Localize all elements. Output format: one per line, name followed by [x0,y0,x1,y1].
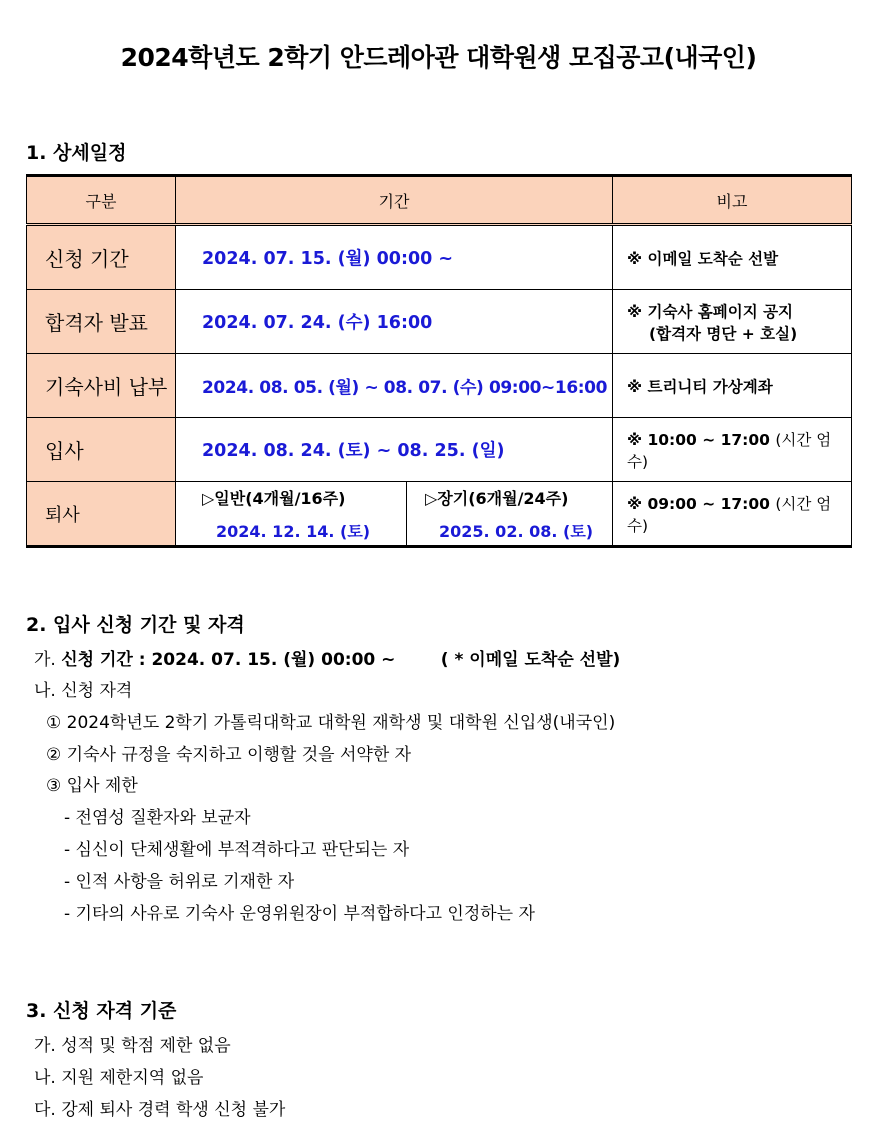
row-label: 합격자 발표 [27,290,176,354]
section-2-heading: 2. 입사 신청 기간 및 자격 [26,614,245,636]
row-label: 기숙사비 납부 [27,354,176,418]
checkout-general-title: ▷일반(4개월/16주) [202,489,346,508]
application-period-line [34,645,620,670]
note-strict: (시간 엄수) [627,494,832,535]
checkout-long-cell [407,482,613,547]
row-note: ※ 트리니티 가상계좌 [613,354,852,418]
table-row [27,482,852,547]
list-item: 가. 성적 및 학점 제한 없음 [34,1036,231,1056]
list-item: ① 2024학년도 2학기 가톨릭대학교 대학원 재학생 및 대학원 신입생(내국인) [46,713,616,733]
row-label: 입사 [27,418,176,482]
row-label: 퇴사 [27,482,176,547]
row-date: 2024. 08. 05. (월) ~ 08. 07. (수) 09:00~16:00 [176,354,613,418]
note-line: (합격자 명단 + 호실) [649,324,798,343]
row-date: 2024. 08. 24. (토) ~ 08. 25. (일) [176,418,613,482]
row-label: 신청 기간 [27,225,176,290]
eligibility-heading: 나. 신청 자격 [34,681,133,701]
list-item: - 인적 사항을 허위로 기재한 자 [64,872,295,892]
row-note [613,290,852,354]
header-category: 구분 [27,176,176,225]
row-note: ※ 이메일 도착순 선발 [613,225,852,290]
checkout-long-date: 2025. 02. 08. (토) [439,522,594,541]
row-date: 2024. 07. 15. (월) 00:00 ~ [176,225,613,290]
section-3-heading: 3. 신청 자격 기준 [26,1000,177,1022]
checkout-general-date: 2024. 12. 14. (토) [216,522,371,541]
note-strict: (시간 엄수) [627,430,832,471]
application-note: ( * 이메일 도착순 선발) [440,650,621,670]
row-date: 2024. 07. 24. (수) 16:00 [176,290,613,354]
note-time: ※ 10:00 ~ 17:00 [627,430,770,449]
table-row [27,225,852,290]
list-item: ③ 입사 제한 [46,776,138,796]
list-prefix: 가. [34,650,56,670]
list-item: - 전염성 질환자와 보균자 [64,808,251,828]
checkout-long-title: ▷장기(6개월/24주) [425,489,569,508]
row-note [613,418,852,482]
section-1-heading: 1. 상세일정 [26,142,127,164]
list-item: 나. 지원 제한지역 없음 [34,1068,204,1088]
application-period: 신청 기간 : 2024. 07. 15. (월) 00:00 ~ [61,650,396,670]
note-time: ※ 09:00 ~ 17:00 [627,494,770,513]
page-title: 2024학년도 2학기 안드레아관 대학원생 모집공고(내국인) [120,43,757,72]
table-row [27,290,852,354]
schedule-table [26,174,852,548]
table-row [27,418,852,482]
row-note [613,482,852,547]
checkout-general-cell [176,482,407,547]
list-item: ② 기숙사 규정을 숙지하고 이행할 것을 서약한 자 [46,745,412,765]
list-item: - 기타의 사유로 기숙사 운영위원장이 부적합하다고 인정하는 자 [64,904,535,924]
note-line: ※ 기숙사 홈페이지 공지 [627,302,794,321]
list-item: - 심신이 단체생활에 부적격하다고 판단되는 자 [64,840,410,860]
header-remarks: 비고 [613,176,852,225]
table-row [27,354,852,418]
table-header-row [27,176,852,225]
header-period: 기간 [176,176,613,225]
list-item: 다. 강제 퇴사 경력 학생 신청 불가 [34,1100,286,1120]
